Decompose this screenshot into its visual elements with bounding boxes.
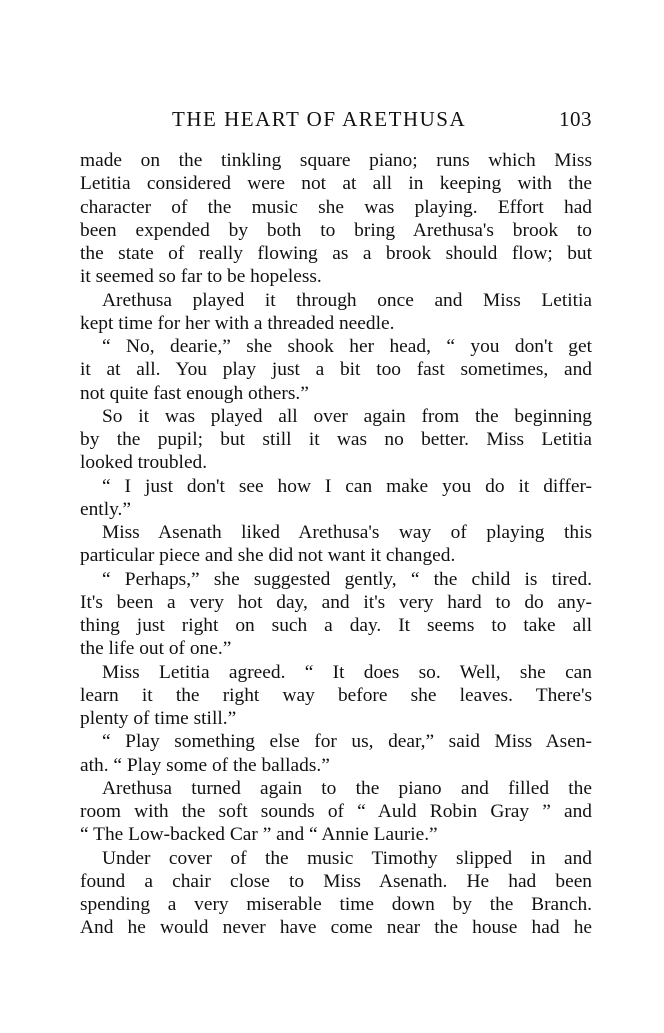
text-line: So it was played all over again from the beginning <box>102 405 592 427</box>
text-line: Arethusa turned again to the piano and filled the <box>102 777 592 799</box>
text-line: plenty of time still.” <box>80 708 237 729</box>
text-line: Miss Asenath liked Arethusa's way of playing this <box>102 522 592 543</box>
text-line: been expended by both to bring Arethusa's brook to <box>80 219 592 241</box>
text-line: learn it the right way before she leaves. There's <box>80 684 592 706</box>
text-line: found a chair close to Miss Asenath. He had been <box>80 870 592 892</box>
text-line: the life out of one.” <box>80 638 232 660</box>
text-line: it seemed so far to be hopeless. <box>80 266 322 288</box>
text-line: ath. “ Play some of the ballads.” <box>80 754 330 776</box>
text-line: “ Play something else for us, dear,” said Miss Asen- <box>102 731 592 753</box>
text-line: made on the tinkling square piano; runs which Miss <box>80 150 592 171</box>
text-line: character of the music she was playing. Effort had <box>80 196 592 218</box>
page-number: 103 <box>559 107 592 131</box>
text-line: Miss Letitia agreed. “ It does so. Well, she can <box>102 661 592 683</box>
text-line: spending a very miserable time down by the Branch. <box>80 894 592 915</box>
text-line: not quite fast enough others.” <box>80 382 309 404</box>
text-line: thing just right on such a day. It seems to take all <box>80 615 592 636</box>
text-line: room with the soft sounds of “ Auld Robin Gray ” and <box>80 801 592 822</box>
text-line: Arethusa played it through once and Miss Letitia <box>102 289 592 311</box>
running-head <box>80 107 592 137</box>
text-line: kept time for her with a threaded needle. <box>80 312 395 334</box>
text-line: Under cover of the music Timothy slipped in and <box>102 847 592 869</box>
text-line: ently.” <box>80 498 131 520</box>
text-line: particular piece and she did not want it changed. <box>80 545 456 567</box>
text-line: Letitia considered were not at all in keeping with the <box>80 173 592 195</box>
text-line: “ I just don't see how I can make you do it differ- <box>102 475 592 497</box>
running-title: THE HEART OF ARETHUSA <box>172 107 467 131</box>
text-line: It's been a very hot day, and it's very hard to do any- <box>80 591 592 613</box>
text-line: it at all. You play just a bit too fast sometimes, and <box>80 359 592 381</box>
text-line: the state of really flowing as a brook should flow; but <box>80 243 592 264</box>
text-line: looked troubled. <box>80 452 208 474</box>
text-line: “ Perhaps,” she suggested gently, “ the child is tired. <box>102 568 592 590</box>
body-text <box>80 149 592 940</box>
text-line: “ No, dearie,” she shook her head, “ you don't get <box>102 336 592 357</box>
text-line: by the pupil; but still it was no better. Miss Letitia <box>80 429 592 450</box>
text-line: “ The Low-backed Car ” and “ Annie Laurie.” <box>80 824 438 846</box>
text-line: And he would never have come near the house had he <box>80 917 592 939</box>
